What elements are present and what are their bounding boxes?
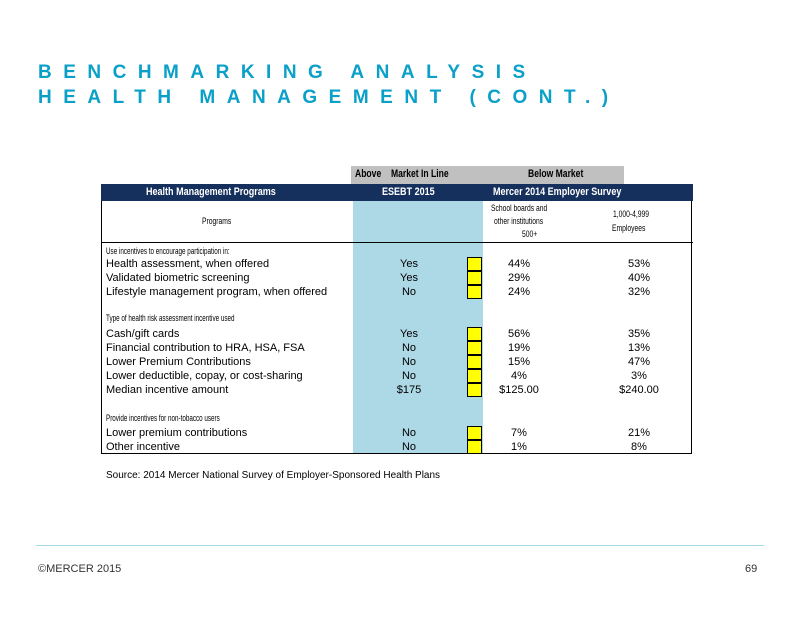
row-employees: 21%: [627, 427, 651, 439]
header-esebt: ESEBT 2015: [382, 186, 435, 198]
row-employees: 32%: [627, 286, 651, 298]
indicator-box: [467, 285, 482, 299]
row-label: Health assessment, when offered: [106, 258, 270, 270]
row-school: 15%: [507, 356, 531, 368]
row-school: 24%: [507, 286, 531, 298]
row-school: 44%: [507, 258, 531, 270]
row-school: 56%: [507, 328, 531, 340]
legend-below: Below Market: [528, 168, 584, 180]
subheader-programs: Programs: [202, 216, 232, 226]
row-school: $125.00: [499, 384, 539, 396]
row-label: Median incentive amount: [106, 384, 229, 396]
row-esebt: No: [401, 342, 417, 354]
row-employees: 3%: [631, 370, 647, 382]
row-employees: 8%: [631, 441, 647, 453]
indicator-box: [467, 440, 482, 454]
row-esebt: Yes: [400, 272, 418, 284]
row-school: 4%: [511, 370, 527, 382]
subheader-emp-2: Employees: [612, 223, 646, 233]
footer-copyright: ©MERCER 2015: [38, 563, 122, 575]
subheader-school-2: other institutions: [494, 216, 544, 226]
row-employees: 13%: [627, 342, 651, 354]
indicator-box: [467, 271, 482, 285]
indicator-box: [467, 355, 482, 369]
title-line-1: BENCHMARKING ANALYSIS: [38, 62, 537, 83]
row-school: 1%: [511, 441, 527, 453]
header-programs: Health Management Programs: [146, 186, 276, 198]
footer-divider: [36, 545, 764, 546]
row-label: Lifestyle management program, when offered: [106, 286, 328, 298]
row-esebt: No: [401, 441, 417, 453]
row-esebt: No: [401, 370, 417, 382]
indicator-box: [467, 369, 482, 383]
indicator-box: [467, 383, 482, 397]
indicator-box: [467, 426, 482, 440]
row-esebt: Yes: [400, 328, 418, 340]
title-line-2: HEALTH MANAGEMENT (CONT.): [38, 87, 620, 108]
page-number: 69: [745, 563, 758, 575]
legend-above: Above: [355, 168, 382, 180]
row-label: Cash/gift cards: [106, 328, 180, 340]
indicator-box: [467, 341, 482, 355]
subheader-school-1: School boards and: [491, 203, 548, 213]
page-title: [38, 60, 620, 110]
row-label: Other incentive: [106, 441, 180, 453]
legend-strip: [351, 166, 624, 184]
subheader-school-3: 500+: [522, 229, 538, 239]
subheader-emp-1: 1,000-4,999: [613, 209, 650, 219]
row-label: Lower Premium Contributions: [106, 356, 251, 368]
legend-inline: Market In Line: [391, 168, 449, 180]
row-school: 19%: [507, 342, 531, 354]
row-esebt: Yes: [400, 258, 418, 270]
row-employees: 47%: [627, 356, 651, 368]
row-label: Financial contribution to HRA, HSA, FSA: [106, 342, 305, 354]
row-employees: 53%: [627, 258, 651, 270]
section-title-risk-assessment: Type of health risk assessment incentive used: [106, 313, 235, 323]
row-esebt: No: [401, 427, 417, 439]
row-label: Lower premium contributions: [106, 427, 248, 439]
indicator-box: [467, 327, 482, 341]
source-note: Source: 2014 Mercer National Survey of Employer-Sponsored Health Plans: [106, 470, 441, 481]
row-employees: 35%: [627, 328, 651, 340]
row-school: 7%: [511, 427, 527, 439]
subheader-divider: [101, 242, 693, 243]
row-label: Lower deductible, copay, or cost-sharing: [106, 370, 303, 382]
row-esebt: No: [401, 356, 417, 368]
row-esebt: No: [401, 286, 417, 298]
row-school: 29%: [507, 272, 531, 284]
header-mercer: Mercer 2014 Employer Survey: [493, 186, 622, 198]
row-employees: $240.00: [619, 384, 659, 396]
row-label: Validated biometric screening: [106, 272, 250, 284]
row-employees: 40%: [627, 272, 651, 284]
section-title-incentives: Use incentives to encourage participation in:: [106, 246, 230, 256]
table-header: [101, 184, 693, 201]
indicator-box: [467, 257, 482, 271]
section-title-non-tobacco: Provide incentives for non-tobacco users: [106, 413, 220, 423]
row-esebt: $175: [396, 384, 422, 396]
